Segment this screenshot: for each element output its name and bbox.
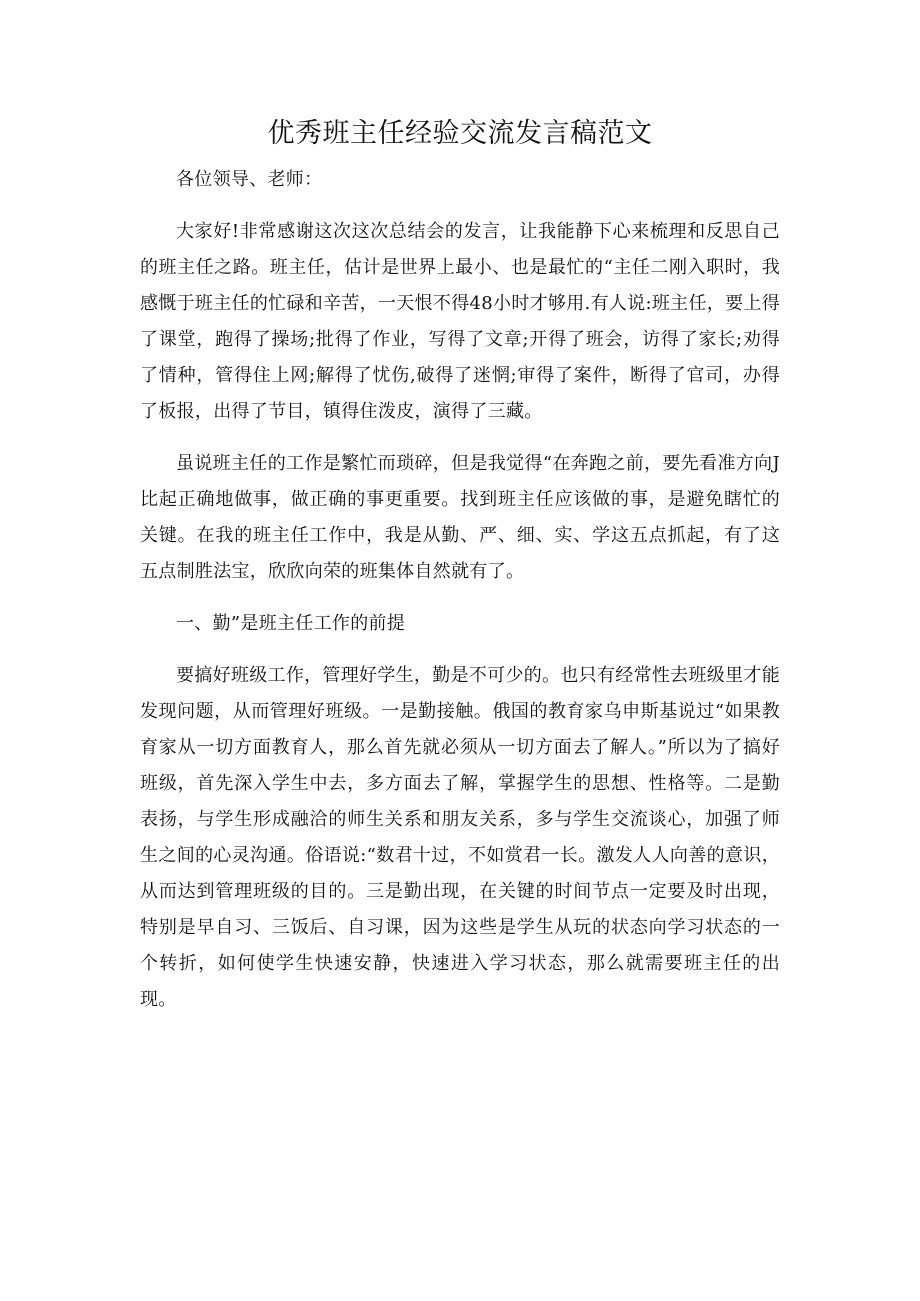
paragraph-intro: 大家好!非常感谢这次这次总结会的发言，让我能静下心来梳理和反思自己的班主任之路。班主任，估计是世界上最小、也是最忙的“主任二刚入职时，我感慨于班主任的忙碌和辛苦，一天恨不得48小时才够用.有人说:班主任，要上得了课堂，跑得了操场;批得了作业，写得了文章;开得了班会，访得了家长;劝得了情种，管得住上网;解得了忧伤,破得了迷惘;审得了案件，断得了官司，办得了板报，出得了节目，镇得住泼皮，演得了三藏。 — [140, 221, 780, 422]
paragraph-approach: 虽说班主任的工作是繁忙而琐碎，但是我觉得“在奔跑之前，要先看准方向J比起正确地做事，做正确的事更重要。找到班主任应该做的事，是避免瞎忙的关键。在我的班主任工作中，我是从勤、严、细、实、学这五点抓起，有了这五点制胜法宝，欣欣向荣的班集体自然就有了。 — [140, 453, 780, 582]
salutation: 各位领导、老师： — [176, 169, 323, 190]
document-body — [140, 162, 780, 1034]
section-heading: 一、勤”是班主任工作的前提 — [176, 613, 406, 634]
document-title: 优秀班主任经验交流发言稿范文 — [267, 118, 653, 149]
section-paragraph: 要搞好班级工作，管理好学生，勤是不可少的。也只有经常性去班级里才能发现问题，从而管理好班级。一是勤接触。俄国的教育家乌申斯基说过“如果教育家从一切方面教育人，那么首先就必须从一切方面去了解人。”所以为了搞好班级，首先深入学生中去，多方面去了解，掌握学生的思想、性格等。二是勤表扬，与学生形成融洽的师生关系和朋友关系，多与学生交流谈心，加强了师生之间的心灵沟通。俗语说:“数君十过，不如赏君一长。激发人人向善的意识，从而达到管理班级的目的。三是勤出现，在关键的时间节点一定要及时出现，特别是早自习、三饭后、自习课，因为这些是学生从玩的状态向学习状态的一个转折，如何使学生快速安静，快速进入学习状态，那么就需要班主任的出现。 — [140, 665, 780, 1010]
